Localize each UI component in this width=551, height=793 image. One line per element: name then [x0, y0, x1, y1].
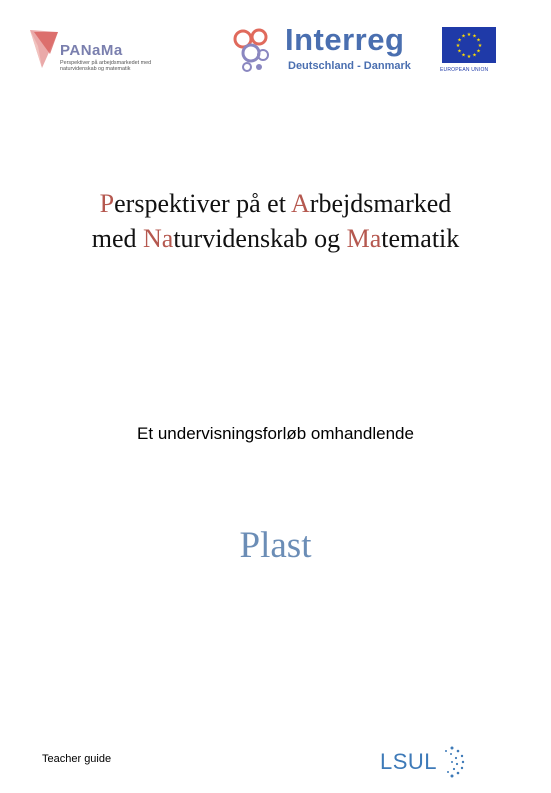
lsul-dots-icon	[430, 742, 470, 782]
eu-label: EUROPEAN UNION	[440, 67, 489, 73]
subtitle: Et undervisningsforløb omhandlende	[137, 424, 414, 443]
teacher-guide-label: Teacher guide	[42, 753, 112, 765]
panama-logo-name	[60, 42, 123, 59]
title-word: A	[291, 189, 310, 218]
eu-stars-icon	[442, 27, 496, 63]
title-word: P	[99, 189, 115, 218]
title-word: erspektiver på et	[114, 189, 292, 218]
lsul-logo: LSUL	[380, 749, 438, 774]
svg-text:★: ★	[476, 37, 481, 44]
svg-text:★: ★	[466, 32, 472, 38]
title-line-2	[0, 221, 551, 256]
interreg-mark-icon	[233, 25, 273, 75]
title-word: rbejdsmarked	[309, 189, 452, 218]
title-word: Ma	[346, 224, 382, 253]
interreg-region: Deutschland - Danmark	[288, 60, 411, 72]
svg-text:★: ★	[476, 48, 481, 55]
topic-title: Plast	[239, 525, 312, 566]
svg-text:★: ★	[457, 48, 462, 55]
svg-text:★: ★	[461, 52, 466, 59]
title-word: tematik	[381, 224, 460, 253]
svg-text:★: ★	[455, 43, 461, 49]
svg-text:★: ★	[477, 43, 483, 49]
document-title	[0, 186, 551, 256]
panama-letters: PANaMa	[60, 42, 123, 59]
title-line-1	[0, 186, 551, 221]
title-word: med	[91, 224, 143, 253]
svg-text:★: ★	[466, 54, 472, 60]
interreg-name: Interreg	[285, 22, 405, 57]
panama-tagline: Perspektiver på arbejdsmarkedet med naturvidenskab og matematik	[60, 60, 152, 72]
title-word: Na	[142, 224, 174, 253]
svg-text:★: ★	[472, 33, 477, 40]
svg-text:★: ★	[457, 37, 462, 44]
svg-text:★: ★	[472, 52, 477, 59]
svg-text:★: ★	[461, 33, 466, 40]
eu-flag-icon	[442, 27, 496, 63]
title-word: turvidenskab og	[173, 224, 347, 253]
